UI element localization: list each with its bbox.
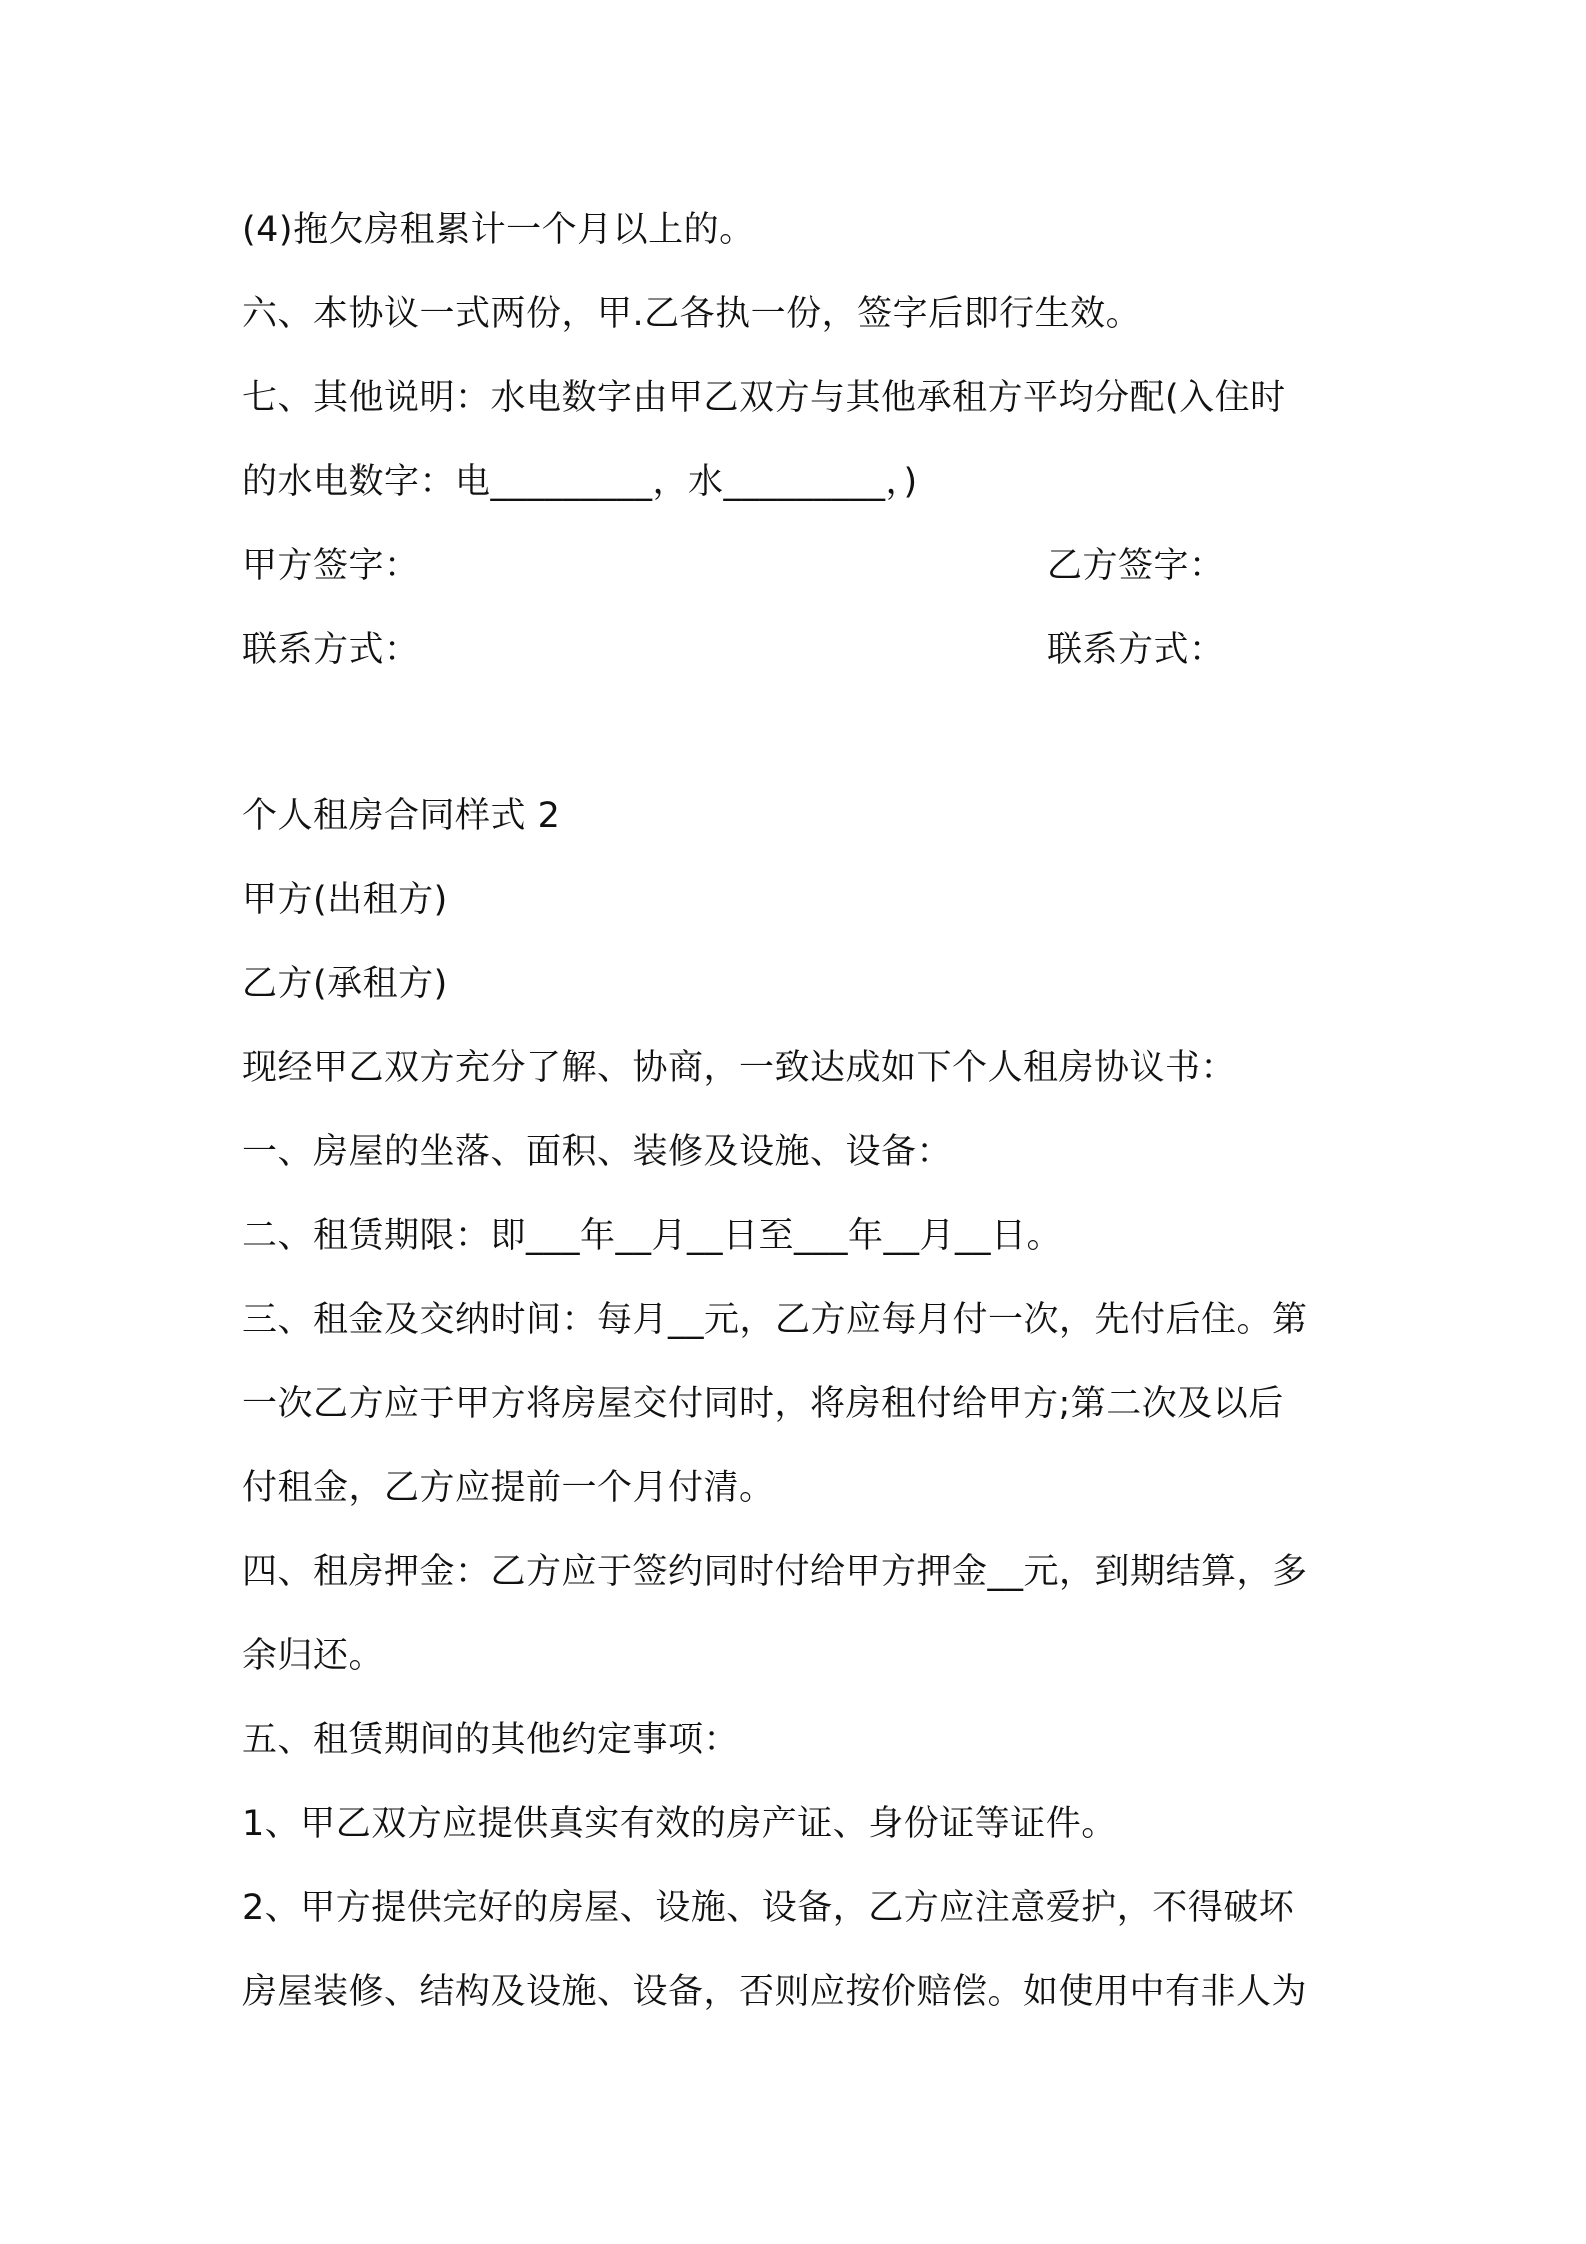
clause-7-utility-readings: 的水电数字：电_________，水_________，) (242, 462, 918, 502)
clause-3-rent-line-3: 付租金，乙方应提前一个月付清。 (242, 1468, 775, 1508)
term-1-documents: 1、甲乙双方应提供真实有效的房产证、身份证等证件。 (242, 1804, 1117, 1844)
clause-4-deposit-line-1: 四、租房押金：乙方应于签约同时付给甲方押金__元，到期结算，多 (242, 1552, 1308, 1592)
clause-2-lease-term: 二、租赁期限：即___年__月__日至___年__月__日。 (242, 1216, 1063, 1256)
signature-row (242, 544, 1225, 588)
contact-row (242, 628, 1225, 672)
clause-4-overdue-rent: (4)拖欠房租累计一个月以上的。 (242, 210, 755, 250)
clause-5-other-terms: 五、租赁期间的其他约定事项： (242, 1720, 740, 1760)
clause-7-other-notes: 七、其他说明：水电数字由甲乙双方与其他承租方平均分配(入住时 (242, 378, 1286, 418)
party-b-lessee: 乙方(承租方) (242, 964, 448, 1004)
party-a-contact-label: 联系方式： (242, 630, 420, 670)
agreement-intro: 现经甲乙双方充分了解、协商，一致达成如下个人租房协议书： (242, 1048, 1237, 1088)
party-a-lessor: 甲方(出租方) (242, 880, 448, 920)
party-a-signature-label: 甲方签字： (242, 546, 420, 586)
party-b-contact-label: 联系方式： (1047, 630, 1225, 670)
clause-6-copies: 六、本协议一式两份，甲.乙各执一份，签字后即行生效。 (242, 294, 1142, 334)
clause-3-rent-line-1: 三、租金及交纳时间：每月__元，乙方应每月付一次，先付后住。第 (242, 1300, 1308, 1340)
party-b-signature-label: 乙方签字： (1047, 546, 1225, 586)
clause-4-deposit-line-2: 余归还。 (242, 1636, 385, 1676)
clause-1-property: 一、房屋的坐落、面积、装修及设施、设备： (242, 1132, 953, 1172)
clause-3-rent-line-2: 一次乙方应于甲方将房屋交付同时，将房租付给甲方;第二次及以后 (242, 1384, 1284, 1424)
term-2-facilities-line-1: 2、甲方提供完好的房屋、设施、设备，乙方应注意爱护，不得破坏 (242, 1888, 1295, 1928)
section-2-title: 个人租房合同样式 2 (242, 796, 561, 836)
term-2-facilities-line-2: 房屋装修、结构及设施、设备，否则应按价赔偿。如使用中有非人为 (242, 1972, 1308, 2012)
